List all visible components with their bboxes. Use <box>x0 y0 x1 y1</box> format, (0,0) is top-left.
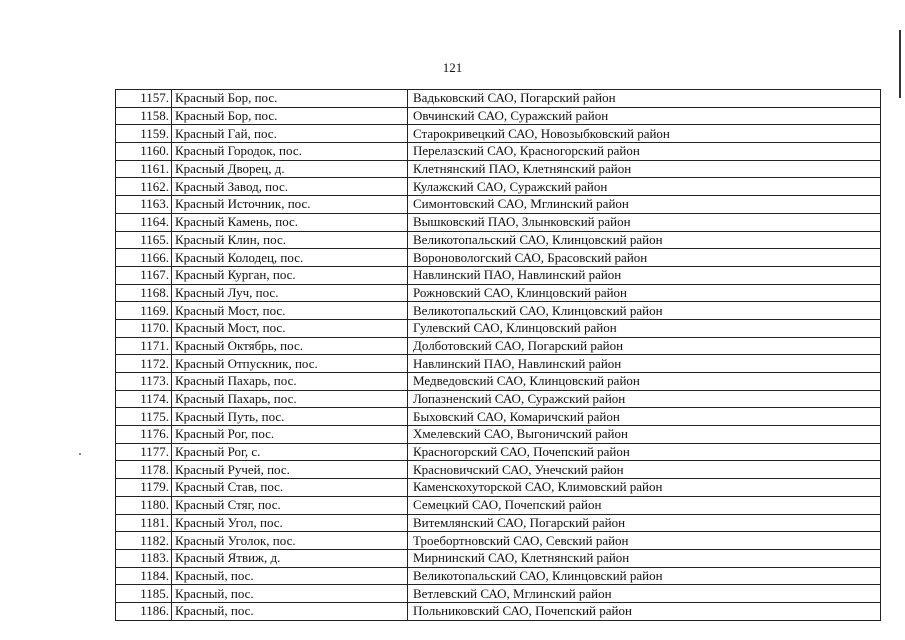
table-row <box>116 479 881 497</box>
row-number-cell: 1176. <box>116 426 172 444</box>
row-number-cell: 1166. <box>116 249 172 267</box>
row-number-cell: 1183. <box>116 549 172 567</box>
administration-district-cell: Мирнинский САО, Клетнянский район <box>408 549 881 567</box>
settlement-name-cell: Красный Рог, с. <box>172 443 408 461</box>
row-number-cell: 1182. <box>116 532 172 550</box>
settlement-name-cell: Красный Пахарь, пос. <box>172 373 408 391</box>
settlement-name-cell: Красный Ятвиж, д. <box>172 549 408 567</box>
administration-district-cell: Гулевский САО, Клинцовский район <box>408 319 881 337</box>
page-number: 121 <box>442 60 463 75</box>
settlement-name-cell: Красный, пос. <box>172 567 408 585</box>
row-number-cell: 1185. <box>116 585 172 603</box>
row-number-cell: 1162. <box>116 178 172 196</box>
table-row <box>116 284 881 302</box>
table-row <box>116 319 881 337</box>
administration-district-cell: Каменскохуторской САО, Климовский район <box>408 479 881 497</box>
row-number-cell: 1158. <box>116 107 172 125</box>
row-number-cell: 1169. <box>116 302 172 320</box>
scan-speck <box>79 453 81 455</box>
table-row <box>116 443 881 461</box>
settlement-name-cell: Красный Октябрь, пос. <box>172 337 408 355</box>
settlement-name-cell: Красный Курган, пос. <box>172 266 408 284</box>
administration-district-cell: Кулажский САО, Суражский район <box>408 178 881 196</box>
settlement-name-cell: Красный Бор, пос. <box>172 90 408 108</box>
settlement-name-cell: Красный, пос. <box>172 585 408 603</box>
settlement-name-cell: Красный Ручей, пос. <box>172 461 408 479</box>
administration-district-cell: Польниковский САО, Почепский район <box>408 602 881 620</box>
row-number-cell: 1173. <box>116 373 172 391</box>
administration-district-cell: Ветлевский САО, Мглинский район <box>408 585 881 603</box>
row-number-cell: 1161. <box>116 160 172 178</box>
settlement-name-cell: Красный Отпускник, пос. <box>172 355 408 373</box>
row-number-cell: 1164. <box>116 213 172 231</box>
table-row <box>116 514 881 532</box>
table-row <box>116 496 881 514</box>
table-row <box>116 532 881 550</box>
table-row <box>116 90 881 108</box>
settlement-name-cell: Красный, пос. <box>172 602 408 620</box>
settlements-table-body <box>116 90 881 621</box>
table-row <box>116 461 881 479</box>
administration-district-cell: Овчинский САО, Суражский район <box>408 107 881 125</box>
administration-district-cell: Быховский САО, Комаричский район <box>408 408 881 426</box>
administration-district-cell: Навлинский ПАО, Навлинский район <box>408 266 881 284</box>
administration-district-cell: Витемлянский САО, Погарский район <box>408 514 881 532</box>
settlement-name-cell: Красный Городок, пос. <box>172 143 408 161</box>
table-row <box>116 390 881 408</box>
row-number-cell: 1178. <box>116 461 172 479</box>
table-row <box>116 249 881 267</box>
administration-district-cell: Перелазский САО, Красногорский район <box>408 143 881 161</box>
administration-district-cell: Рожновский САО, Клинцовский район <box>408 284 881 302</box>
table-row <box>116 549 881 567</box>
administration-district-cell: Медведовский САО, Клинцовский район <box>408 373 881 391</box>
administration-district-cell: Великотопальский САО, Клинцовский район <box>408 231 881 249</box>
row-number-cell: 1159. <box>116 125 172 143</box>
row-number-cell: 1174. <box>116 390 172 408</box>
settlement-name-cell: Красный Пахарь, пос. <box>172 390 408 408</box>
table-row <box>116 602 881 620</box>
settlement-name-cell: Красный Клин, пос. <box>172 231 408 249</box>
administration-district-cell: Клетнянский ПАО, Клетнянский район <box>408 160 881 178</box>
row-number-cell: 1168. <box>116 284 172 302</box>
settlement-name-cell: Красный Мост, пос. <box>172 302 408 320</box>
administration-district-cell: Вороновологский САО, Брасовский район <box>408 249 881 267</box>
table-row <box>116 585 881 603</box>
administration-district-cell: Навлинский ПАО, Навлинский район <box>408 355 881 373</box>
table-row <box>116 178 881 196</box>
row-number-cell: 1186. <box>116 602 172 620</box>
row-number-cell: 1184. <box>116 567 172 585</box>
settlement-name-cell: Красный Камень, пос. <box>172 213 408 231</box>
administration-district-cell: Великотопальский САО, Клинцовский район <box>408 567 881 585</box>
settlement-name-cell: Красный Стяг, пос. <box>172 496 408 514</box>
administration-district-cell: Вадьковский САО, Погарский район <box>408 90 881 108</box>
administration-district-cell: Вышковский ПАО, Злынковский район <box>408 213 881 231</box>
table-row <box>116 373 881 391</box>
administration-district-cell: Семецкий САО, Почепский район <box>408 496 881 514</box>
row-number-cell: 1179. <box>116 479 172 497</box>
settlement-name-cell: Красный Завод, пос. <box>172 178 408 196</box>
administration-district-cell: Великотопальский САО, Клинцовский район <box>408 302 881 320</box>
table-row <box>116 231 881 249</box>
settlement-name-cell: Красный Гай, пос. <box>172 125 408 143</box>
table-row <box>116 266 881 284</box>
row-number-cell: 1181. <box>116 514 172 532</box>
settlement-name-cell: Красный Луч, пос. <box>172 284 408 302</box>
settlement-name-cell: Красный Мост, пос. <box>172 319 408 337</box>
table-row <box>116 426 881 444</box>
table-row <box>116 302 881 320</box>
row-number-cell: 1165. <box>116 231 172 249</box>
table-row <box>116 125 881 143</box>
row-number-cell: 1180. <box>116 496 172 514</box>
row-number-cell: 1160. <box>116 143 172 161</box>
row-number-cell: 1163. <box>116 196 172 214</box>
settlement-name-cell: Красный Бор, пос. <box>172 107 408 125</box>
administration-district-cell: Красновичский САО, Унечский район <box>408 461 881 479</box>
row-number-cell: 1171. <box>116 337 172 355</box>
administration-district-cell: Старокривецкий САО, Новозыбковский район <box>408 125 881 143</box>
table-row <box>116 355 881 373</box>
row-number-cell: 1157. <box>116 90 172 108</box>
table-row <box>116 213 881 231</box>
table-row <box>116 107 881 125</box>
row-number-cell: 1167. <box>116 266 172 284</box>
table-row <box>116 160 881 178</box>
administration-district-cell: Симонтовский САО, Мглинский район <box>408 196 881 214</box>
settlement-name-cell: Красный Рог, пос. <box>172 426 408 444</box>
row-number-cell: 1175. <box>116 408 172 426</box>
administration-district-cell: Долботовский САО, Погарский район <box>408 337 881 355</box>
settlement-name-cell: Красный Став, пос. <box>172 479 408 497</box>
administration-district-cell: Красногорский САО, Почепский район <box>408 443 881 461</box>
settlement-name-cell: Красный Уголок, пос. <box>172 532 408 550</box>
administration-district-cell: Хмелевский САО, Выгоничский район <box>408 426 881 444</box>
administration-district-cell: Лопазненский САО, Суражский район <box>408 390 881 408</box>
table-row <box>116 337 881 355</box>
table-row <box>116 196 881 214</box>
row-number-cell: 1172. <box>116 355 172 373</box>
table-row <box>116 408 881 426</box>
administration-district-cell: Троебортновский САО, Севский район <box>408 532 881 550</box>
settlement-name-cell: Красный Угол, пос. <box>172 514 408 532</box>
settlement-name-cell: Красный Путь, пос. <box>172 408 408 426</box>
scan-edge-mark <box>899 30 901 98</box>
row-number-cell: 1170. <box>116 319 172 337</box>
settlement-name-cell: Красный Колодец, пос. <box>172 249 408 267</box>
row-number-cell: 1177. <box>116 443 172 461</box>
table-row <box>116 143 881 161</box>
settlements-table <box>115 89 881 621</box>
settlement-name-cell: Красный Источник, пос. <box>172 196 408 214</box>
settlement-name-cell: Красный Дворец, д. <box>172 160 408 178</box>
table-row <box>116 567 881 585</box>
